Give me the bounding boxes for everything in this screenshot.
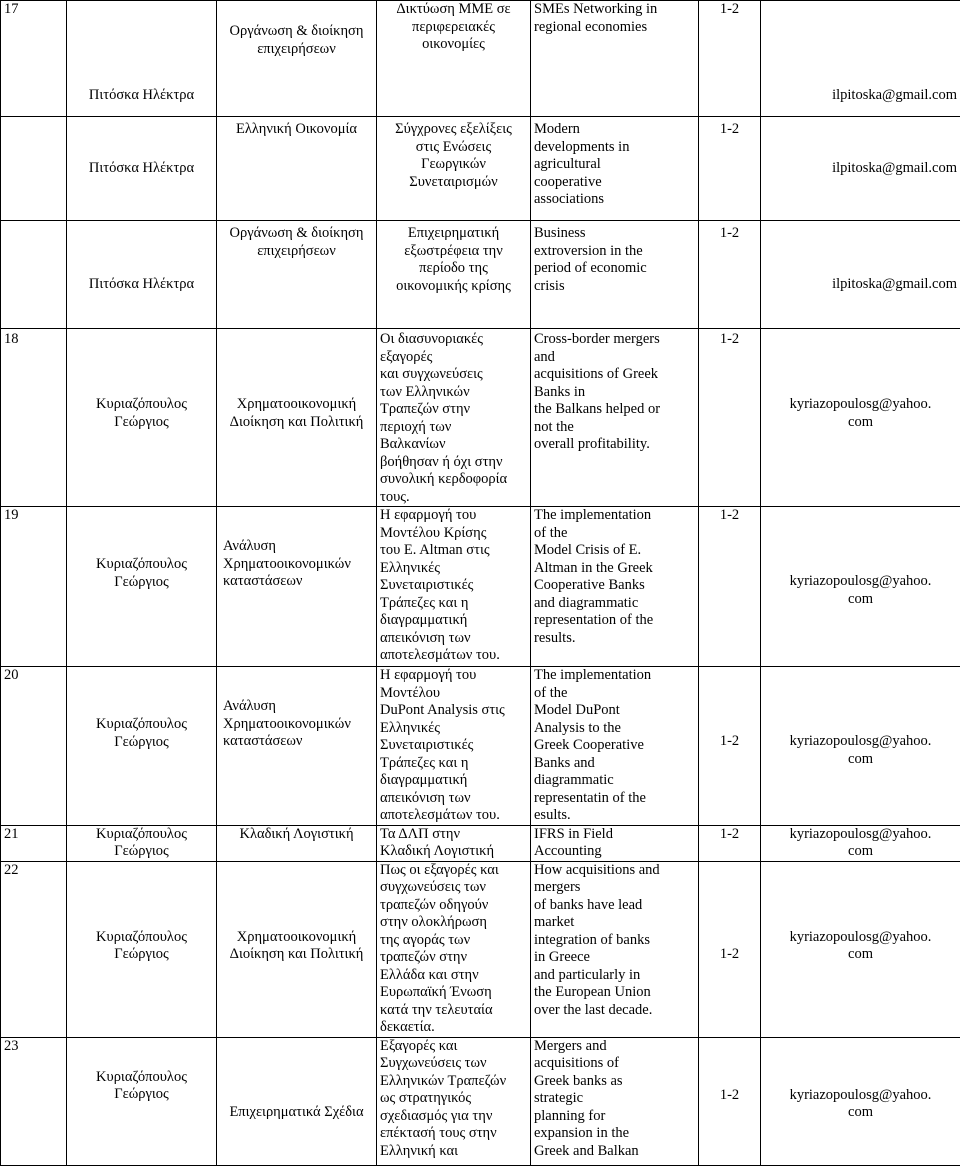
topic-number: 22 bbox=[1, 861, 67, 1037]
topic-number: 18 bbox=[1, 329, 67, 507]
table-row bbox=[1, 1037, 960, 1165]
supervisor-email: kyriazopoulosg@yahoo. com bbox=[761, 329, 960, 507]
table-row bbox=[1, 329, 960, 507]
title-greek: Η εφαρμογή του Μοντέλου Κρίσης του E. Altman στις Ελληνικές Συνεταιριστικές Τράπεζες και η διαγραμματική απεικόνιση των αποτελεσμάτων του. bbox=[377, 507, 531, 667]
table-row bbox=[1, 1, 960, 117]
semester: 1-2 bbox=[699, 117, 761, 221]
title-greek: Επιχειρηματική εξωστρέφεια την περίοδο της οικονομικής κρίσης bbox=[377, 221, 531, 329]
supervisor-name: Κυριαζόπουλος Γεώργιος bbox=[67, 1037, 217, 1165]
subject-area: Επιχειρηματικά Σχέδια bbox=[217, 1037, 377, 1165]
subject-area: Κλαδική Λογιστική bbox=[217, 825, 377, 861]
table-row bbox=[1, 667, 960, 826]
semester: 1-2 bbox=[699, 667, 761, 826]
subject-area: Ανάλυση Χρηματοοικονομικών καταστάσεων bbox=[217, 507, 377, 667]
topic-number: 20 bbox=[1, 667, 67, 826]
supervisor-name: Κυριαζόπουλος Γεώργιος bbox=[67, 329, 217, 507]
title-english: The implementation of the Model DuPont Analysis to the Greek Cooperative Banks and diagrammatic representatin of the esults. bbox=[531, 667, 699, 826]
supervisor-name: Πιτόσκα Ηλέκτρα bbox=[67, 221, 217, 329]
title-greek: Σύγχρονες εξελίξεις στις Ενώσεις Γεωργικών Συνεταιρισμών bbox=[377, 117, 531, 221]
supervisor-name: Πιτόσκα Ηλέκτρα bbox=[67, 1, 217, 117]
table-row bbox=[1, 861, 960, 1037]
supervisor-email: kyriazopoulosg@yahoo. com bbox=[761, 825, 960, 861]
title-english: Cross-border mergers and acquisitions of Greek Banks in the Balkans helped or not the overall profitability. bbox=[531, 329, 699, 507]
subject-area: Χρηματοοικονομική Διοίκηση και Πολιτική bbox=[217, 329, 377, 507]
subject-area: Χρηματοοικονομική Διοίκηση και Πολιτική bbox=[217, 861, 377, 1037]
title-greek: Τα ΔΛΠ στην Κλαδική Λογιστική bbox=[377, 825, 531, 861]
table-row bbox=[1, 507, 960, 667]
topic-number: 23 bbox=[1, 1037, 67, 1165]
title-english: Business extroversion in the period of economic crisis bbox=[531, 221, 699, 329]
title-greek: Οι διασυνοριακές εξαγορές και συγχωνεύσεις των Ελληνικών Τραπεζών στην περιοχή των Βαλκανίων βοήθησαν ή όχι στην συνολική κερδοφορία τους. bbox=[377, 329, 531, 507]
topic-number bbox=[1, 117, 67, 221]
semester: 1-2 bbox=[699, 1037, 761, 1165]
supervisor-email: kyriazopoulosg@yahoo. com bbox=[761, 861, 960, 1037]
semester: 1-2 bbox=[699, 861, 761, 1037]
subject-area: Ελληνική Οικονομία bbox=[217, 117, 377, 221]
supervisor-name: Πιτόσκα Ηλέκτρα bbox=[67, 117, 217, 221]
supervisor-email: ilpitoska@gmail.com bbox=[761, 1, 960, 117]
title-english: IFRS in Field Accounting bbox=[531, 825, 699, 861]
subject-area: Οργάνωση & διοίκηση επιχειρήσεων bbox=[217, 221, 377, 329]
title-english: Modern developments in agricultural cooperative associations bbox=[531, 117, 699, 221]
table-row bbox=[1, 825, 960, 861]
semester: 1-2 bbox=[699, 221, 761, 329]
supervisor-email: ilpitoska@gmail.com bbox=[761, 117, 960, 221]
title-english: SMEs Networking in regional economies bbox=[531, 1, 699, 117]
topic-number bbox=[1, 221, 67, 329]
topic-number: 19 bbox=[1, 507, 67, 667]
supervisor-name: Κυριαζόπουλος Γεώργιος bbox=[67, 507, 217, 667]
supervisor-email: ilpitoska@gmail.com bbox=[761, 221, 960, 329]
supervisor-name: Κυριαζόπουλος Γεώργιος bbox=[67, 861, 217, 1037]
semester: 1-2 bbox=[699, 329, 761, 507]
topic-number: 21 bbox=[1, 825, 67, 861]
title-greek: Εξαγορές και Συγχωνεύσεις των Ελληνικών Τραπεζών ως στρατηγικός σχεδιασμός για την επέκτασή τους στην Ελληνική και bbox=[377, 1037, 531, 1165]
semester: 1-2 bbox=[699, 1, 761, 117]
title-english: How acquisitions and mergers of banks have lead market integration of banks in Greece and particularly in the European Union over the last decade. bbox=[531, 861, 699, 1037]
title-greek: Η εφαρμογή του Μοντέλου DuPont Analysis στις Ελληνικές Συνεταιριστικές Τράπεζες και η διαγραμματική απεικόνιση των αποτελεσμάτων του. bbox=[377, 667, 531, 826]
supervisor-email: kyriazopoulosg@yahoo. com bbox=[761, 1037, 960, 1165]
title-english: The implementation of the Model Crisis of E. Altman in the Greek Cooperative Banks and diagrammatic representation of the results. bbox=[531, 507, 699, 667]
title-greek: Πως οι εξαγορές και συγχωνεύσεις των τραπεζών οδηγούν στην ολοκλήρωση της αγοράς των τραπεζών στην Ελλάδα και στην Ευρωπαϊκή Ένωση κατά την τελευταία δεκαετία. bbox=[377, 861, 531, 1037]
semester: 1-2 bbox=[699, 825, 761, 861]
topic-number: 17 bbox=[1, 1, 67, 117]
supervisor-email: kyriazopoulosg@yahoo. com bbox=[761, 507, 960, 667]
supervisor-name: Κυριαζόπουλος Γεώργιος bbox=[67, 667, 217, 826]
supervisor-name: Κυριαζόπουλος Γεώργιος bbox=[67, 825, 217, 861]
table-row bbox=[1, 117, 960, 221]
supervisor-email: kyriazopoulosg@yahoo. com bbox=[761, 667, 960, 826]
table-row bbox=[1, 221, 960, 329]
title-english: Mergers and acquisitions of Greek banks as strategic planning for expansion in the Greek and Balkan bbox=[531, 1037, 699, 1165]
title-greek: Δικτύωση ΜΜΕ σε περιφερειακές οικονομίες bbox=[377, 1, 531, 117]
subject-area: Ανάλυση Χρηματοοικονομικών καταστάσεων bbox=[217, 667, 377, 826]
subject-area: Οργάνωση & διοίκηση επιχειρήσεων bbox=[217, 1, 377, 117]
semester: 1-2 bbox=[699, 507, 761, 667]
